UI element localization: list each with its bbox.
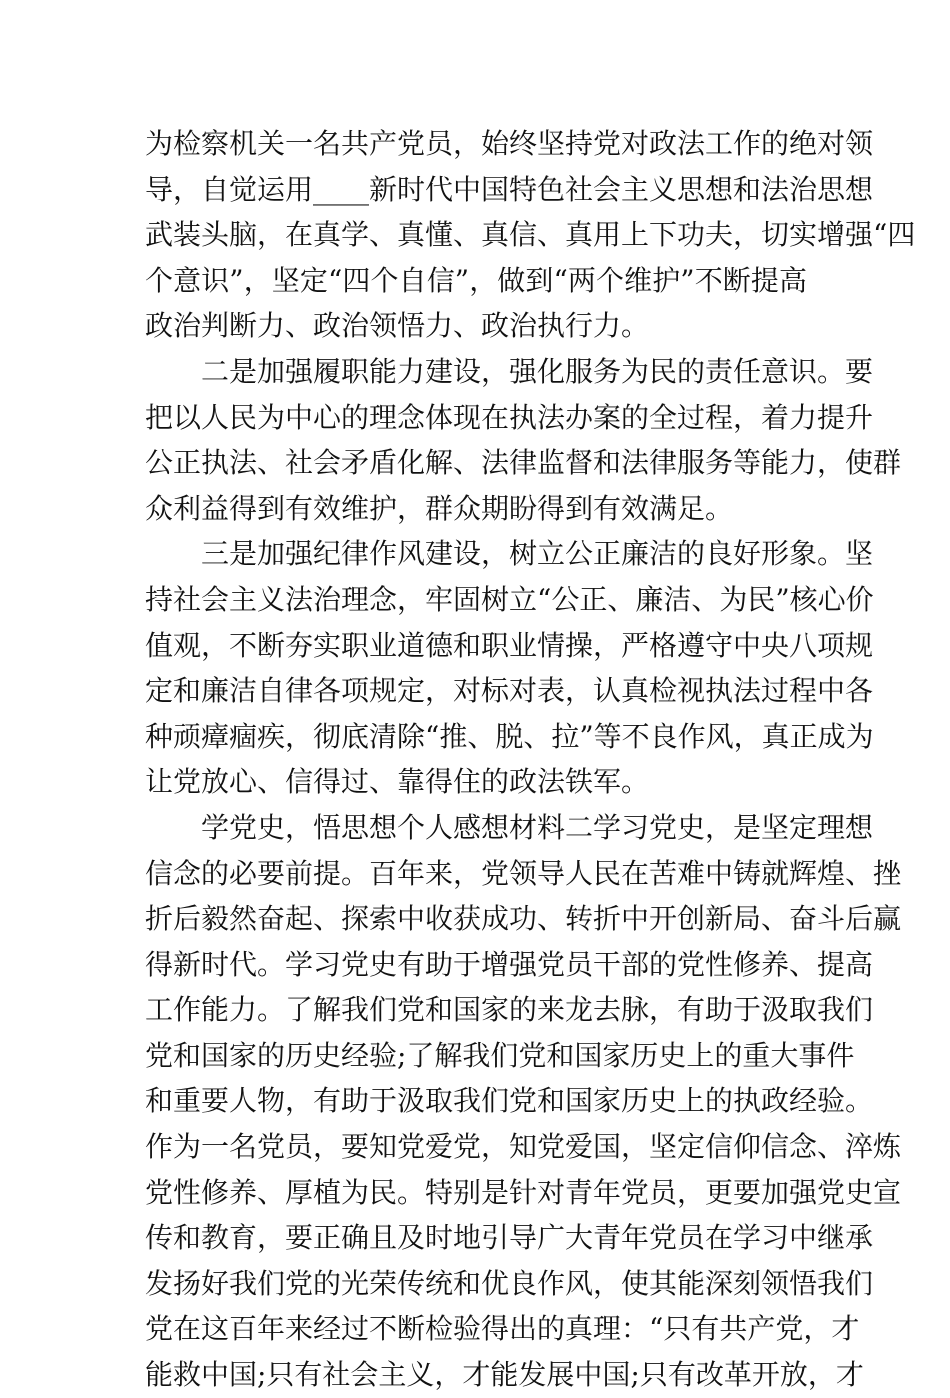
text-line: 学党史，悟思想个人感想材料二学习党史，是坚定理想 (145, 810, 874, 844)
text-line: 为检察机关一名共产党员，始终坚持党对政法工作的绝对领 (145, 127, 874, 160)
text-line: 导，自觉运用____新时代中国特色社会主义思想和法治思想 (145, 172, 874, 206)
text-line: 发扬好我们党的光荣传统和优良作风，使其能深刻领悟我们 (145, 1266, 874, 1300)
text-line: 传和教育，要正确且及时地引导广大青年党员在学习中继承 (145, 1221, 874, 1255)
text-line: 个意识”，坚定“四个自信”，做到“两个维护”不断提高 (145, 263, 807, 297)
text-line: 武装头脑，在真学、真懂、真信、真用上下功夫，切实增强“四 (145, 218, 916, 252)
text-line: 党性修养、厚植为民。特别是针对青年党员，更要加强党史宣 (145, 1175, 902, 1209)
text-line: 作为一名党员，要知党爱党，知党爱国，坚定信仰信念、淬炼 (145, 1130, 902, 1164)
text-line: 众利益得到有效维护，群众期盼得到有效满足。 (145, 491, 734, 525)
text-line: 让党放心、信得过、靠得住的政法铁军。 (145, 765, 650, 799)
text-line: 党和国家的历史经验;了解我们党和国家历史上的重大事件 (145, 1038, 855, 1072)
text-line: 值观，不断夯实职业道德和职业情操，严格遵守中央八项规 (145, 628, 874, 662)
text-line: 把以人民为中心的理念体现在执法办案的全过程，着力提升 (145, 400, 874, 434)
text-line: 信念的必要前提。百年来，党领导人民在苦难中铸就辉煌、挫 (145, 856, 902, 890)
text-line: 二是加强履职能力建设，强化服务为民的责任意识。要 (145, 354, 874, 388)
text-line: 得新时代。学习党史有助于增强党员干部的党性修养、提高 (145, 947, 874, 981)
text-line: 定和廉洁自律各项规定，对标对表，认真检视执法过程中各 (145, 674, 874, 708)
text-line: 三是加强纪律作风建设，树立公正廉洁的良好形象。坚 (145, 537, 874, 571)
text-line: 公正执法、社会矛盾化解、法律监督和法律服务等能力，使群 (145, 446, 902, 480)
text-line: 折后毅然奋起、探索中收获成功、转折中开创新局、奋斗后赢 (145, 902, 902, 936)
text-line: 党在这百年来经过不断检验得出的真理：“只有共产党，才 (145, 1312, 860, 1346)
text-line: 持社会主义法治理念，牢固树立“公正、廉洁、为民”核心价 (145, 582, 874, 616)
text-line: 政治判断力、政治领悟力、政治执行力。 (145, 309, 650, 343)
body-text (145, 121, 916, 1398)
text-line: 种顽瘴痼疾，彻底清除“推、脱、拉”等不良作风，真正成为 (145, 719, 874, 753)
text-line: 能救中国;只有社会主义，才能发展中国;只有改革开放，才 (145, 1358, 864, 1392)
text-line: 工作能力。了解我们党和国家的来龙去脉，有助于汲取我们 (145, 993, 874, 1027)
text-line: 和重要人物，有助于汲取我们党和国家历史上的执政经验。 (145, 1084, 874, 1118)
